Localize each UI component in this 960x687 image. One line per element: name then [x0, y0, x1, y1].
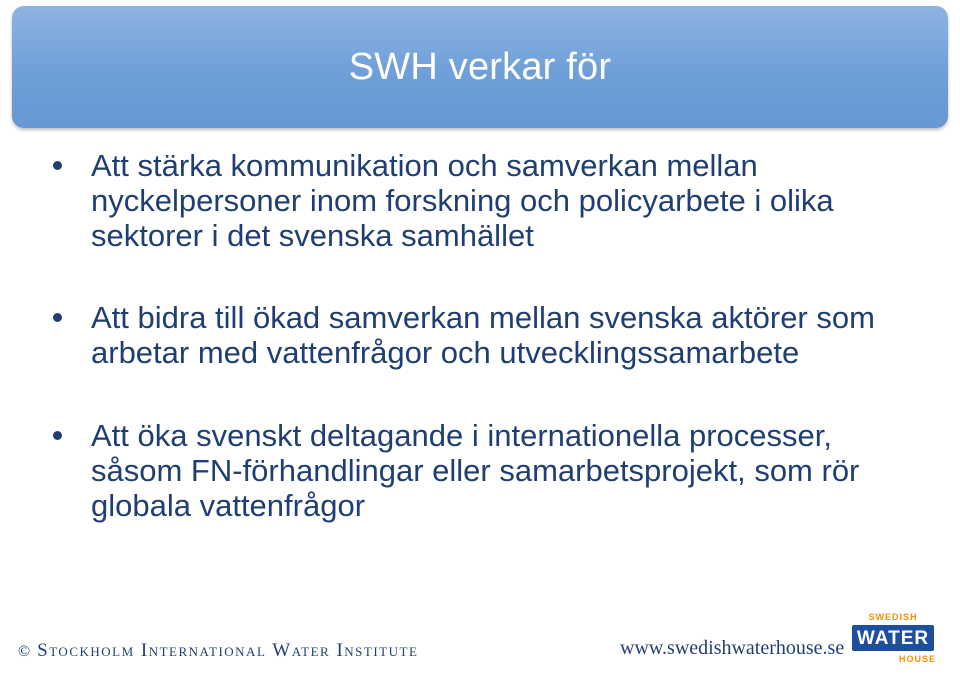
- bullet-item: [53, 148, 913, 253]
- copyright-icon: ©: [18, 643, 32, 660]
- logo-top-text: SWEDISH: [868, 612, 918, 622]
- footer-copyright: [18, 640, 418, 662]
- slide-title: SWH verkar för: [348, 46, 612, 88]
- bullet-list: [53, 148, 913, 523]
- bullet-text: Att öka svenskt deltagande i internationella processer, såsom FN-förhandlingar eller samarbetsprojekt, som rör globala vattenfrågor: [91, 418, 860, 523]
- logo-middle-text: WATER: [856, 628, 930, 649]
- bullet-text: Att stärka kommunikation och samverkan mellan nyckelpersoner inom forskning och policyarbete i olika sektorer i det svenska samhället: [91, 148, 834, 253]
- footer-url-link[interactable]: www.swedishwaterhouse.se: [620, 637, 845, 659]
- swedish-water-house-logo: [850, 610, 936, 670]
- bullet-dot-icon: [53, 313, 62, 322]
- title-bar: [12, 6, 948, 128]
- bullet-item: [53, 418, 913, 523]
- logo-bottom-text: HOUSE: [898, 654, 936, 664]
- organization-name: Stockholm International Water Institute: [37, 640, 419, 661]
- bullet-text: Att bidra till ökad samverkan mellan svenska aktörer som arbetar med vattenfrågor och utvecklingssamarbete: [91, 300, 875, 370]
- logo-band: [852, 625, 934, 651]
- bullet-dot-icon: [53, 431, 62, 440]
- bullet-item: [53, 300, 913, 370]
- bullet-dot-icon: [53, 161, 62, 170]
